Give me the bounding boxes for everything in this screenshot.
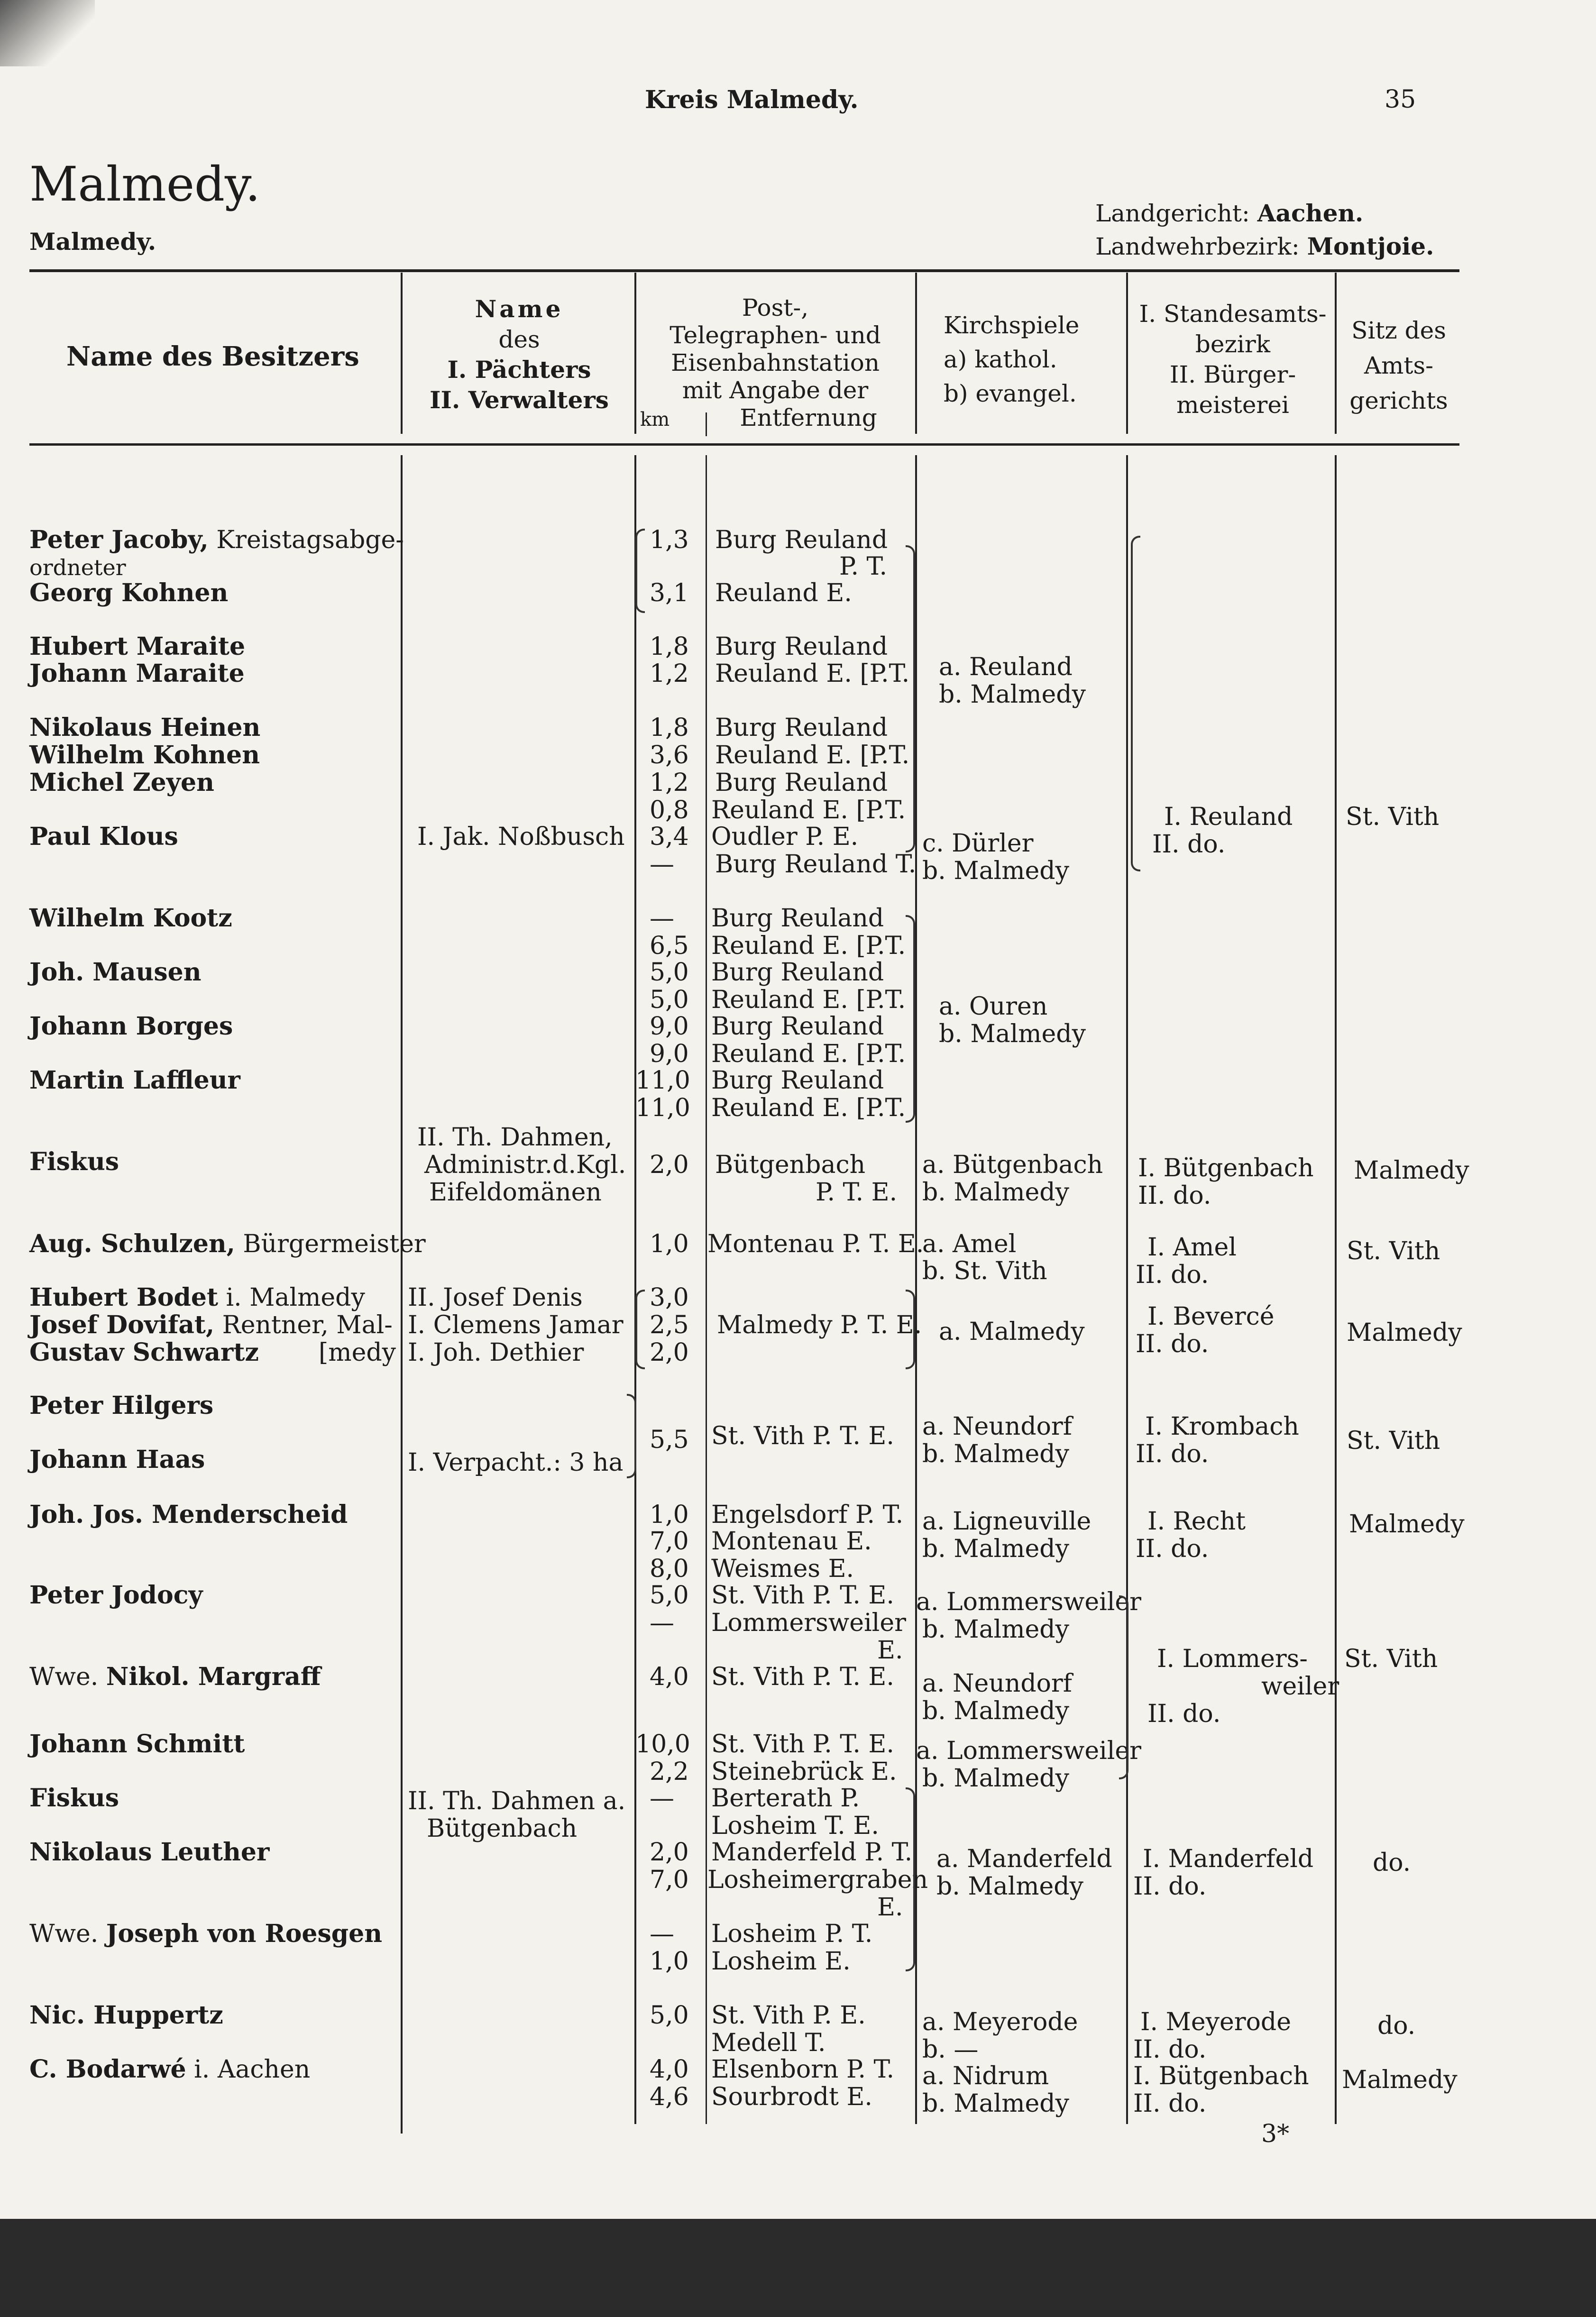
station: St. Vith P. T. E. (711, 1581, 894, 1610)
station: Weismes E. (711, 1555, 854, 1583)
parish: b. Malmedy (922, 1764, 1069, 1793)
km-value: 5,0 (650, 1581, 689, 1610)
parish: b. Malmedy (922, 1535, 1069, 1563)
signature-mark: 3* (1261, 2120, 1290, 2148)
parish: b. Malmedy (922, 1697, 1069, 1725)
col-divider-5 (1335, 455, 1337, 2124)
station: Reuland E. [P.T. (711, 986, 906, 1014)
court-seat: Malmedy (1354, 1156, 1469, 1185)
station: Burg Reuland (711, 904, 884, 933)
col-header-owner: Name des Besitzers (66, 341, 359, 372)
page-title: Malmedy. (29, 156, 261, 212)
owner-name: Josef Dovifat, (29, 1310, 215, 1339)
col-header-station-2: Telegraphen- und (670, 321, 881, 349)
station: Elsenborn P. T. (711, 2055, 895, 2084)
owner-prefix: Wwe. (29, 1920, 99, 1948)
tenant: I. Jak. Noßbusch (417, 823, 625, 851)
col-header-court-seat (1339, 313, 1458, 418)
brace (635, 529, 645, 613)
col-header-parish-3: b) evangel. (944, 380, 1077, 407)
km-value: 5,0 (650, 986, 689, 1014)
registry: I. Bütgenbach (1138, 1154, 1314, 1182)
owner-name: Johann Borges (29, 1012, 233, 1041)
station: Montenau E. (711, 1527, 872, 1556)
km-value: 7,0 (650, 1866, 689, 1894)
parish: b. Malmedy (922, 1178, 1069, 1207)
col-header-km: km (640, 409, 670, 430)
tenant: Administr.d.Kgl. (424, 1151, 626, 1179)
station: Manderfeld P. T. (711, 1838, 913, 1867)
km-value: 2,0 (650, 1838, 689, 1867)
district-label: Landwehrbezirk: (1095, 233, 1300, 260)
owner-name: Martin Laffleur (29, 1066, 240, 1095)
col-divider-2 (634, 455, 636, 2124)
court-info (1095, 197, 1434, 263)
col-header-station (638, 294, 913, 431)
owner-extra-line: ordneter (29, 555, 126, 580)
km-value: 4,6 (650, 2083, 689, 2111)
km-value: 1,3 (650, 526, 689, 554)
court-seat: St. Vith (1347, 1237, 1440, 1265)
station: P. T. (839, 552, 888, 581)
registry: II. do. (1136, 1261, 1209, 1289)
owner-name: Georg Kohnen (29, 578, 229, 607)
col-divider-1 (401, 455, 403, 2134)
km-value: 2,5 (650, 1311, 689, 1339)
col-header-parish-1: Kirchspiele (944, 311, 1080, 339)
station: Reuland E. (715, 579, 852, 607)
parish: a. Bütgenbach (922, 1151, 1103, 1179)
station: Reuland E. [P.T. (711, 1094, 906, 1122)
owner-row (29, 2056, 310, 2083)
running-title: Kreis Malmedy. (645, 85, 859, 114)
station: St. Vith P. T. E. (711, 1422, 894, 1450)
brace (906, 545, 915, 852)
court-seat: Malmedy (1342, 2066, 1458, 2094)
col-header-station-4: mit Angabe der (682, 376, 869, 404)
owner-row (29, 1284, 365, 1311)
col-header-tenant-3: I. Pächters (447, 356, 591, 384)
station: Burg Reuland (715, 769, 888, 797)
station: Reuland E. [P.T. (711, 796, 906, 824)
parish: b. — (922, 2035, 979, 2064)
court-seat: St. Vith (1346, 803, 1440, 831)
station: Burg Reuland (715, 526, 888, 554)
owner-name: Nikol. Margraff (106, 1662, 321, 1691)
station: Losheimergraben (707, 1866, 928, 1894)
km-value: 1,0 (650, 1230, 689, 1258)
station: E. (877, 1893, 903, 1922)
station: Bütgenbach (715, 1151, 866, 1179)
station: P. T. E. (816, 1178, 898, 1207)
parish: a. Amel (922, 1230, 1017, 1258)
km-value: 5,0 (650, 2001, 689, 2030)
station: St. Vith P. E. (711, 2001, 866, 2030)
km-value: 4,0 (650, 1663, 689, 1691)
km-value: 9,0 (650, 1040, 689, 1068)
col-header-registry (1133, 299, 1332, 420)
table-top-rule (29, 269, 1459, 272)
owner-name: Hubert Maraite (29, 632, 246, 661)
parish: a. Lommersweiler (916, 1588, 1142, 1616)
owner-name: Fiskus (29, 1147, 119, 1176)
owner-extra: Bürgermeister (243, 1230, 426, 1258)
brace (906, 1290, 915, 1369)
owner-name: Hubert Bodet (29, 1283, 218, 1312)
tenant: Bütgenbach (427, 1814, 578, 1843)
parish: b. Malmedy (939, 1020, 1086, 1048)
km-value: 3,0 (650, 1283, 689, 1312)
owner-name: Nikolaus Leuther (29, 1838, 270, 1867)
registry: weiler (1261, 1672, 1339, 1701)
col-header-parish-2: a) kathol. (944, 346, 1057, 373)
owner-name: Fiskus (29, 1784, 119, 1813)
parish: a. Reuland (939, 653, 1073, 681)
station: Reuland E. [P.T. (711, 1040, 906, 1068)
registry: I. Meyerode (1140, 2008, 1291, 2036)
col-header-registry-3: II. Bürger- (1169, 361, 1296, 388)
station: St. Vith P. T. E. (711, 1730, 894, 1758)
station: Berterath P. (711, 1784, 860, 1813)
owner-row (29, 1338, 396, 1367)
owner-name: Peter Jodocy (29, 1581, 203, 1610)
owner-name: Joh. Jos. Menderscheid (29, 1500, 348, 1529)
col-header-tenant-1: Name (475, 295, 564, 323)
owner-name: Michel Zeyen (29, 768, 214, 797)
col-header-registry-2: bezirk (1195, 330, 1271, 358)
page-subtitle: Malmedy. (29, 228, 156, 256)
owner-name: Nikolaus Heinen (29, 713, 261, 742)
km-value: 7,0 (650, 1527, 689, 1556)
km-value: — (650, 904, 674, 933)
col-header-court-seat-2: Amts- (1364, 352, 1434, 379)
station: Sourbrodt E. (711, 2083, 872, 2111)
col-header-tenant-4: II. Verwalters (430, 386, 609, 414)
station: Malmedy P. T. E. (717, 1311, 922, 1339)
col-header-parish (944, 308, 1100, 411)
col-header-tenant (408, 294, 631, 415)
parish: a. Ligneuville (922, 1507, 1092, 1536)
brace (627, 1394, 636, 1478)
km-value: 1,2 (650, 659, 689, 688)
parish: c. Dürler (922, 829, 1034, 858)
col-divider-5-head (1335, 273, 1337, 434)
station: Reuland E. [P.T. (715, 659, 910, 688)
col-divider-2-head (634, 273, 636, 434)
tenant: I. Joh. Dethier (408, 1338, 584, 1367)
col-header-registry-4: meisterei (1176, 391, 1289, 419)
registry: I. Amel (1147, 1233, 1237, 1262)
station: Medell T. (711, 2029, 826, 2057)
court-label: Landgericht: (1095, 200, 1250, 227)
station: Steinebrück E. (711, 1758, 897, 1786)
parish: b. Malmedy (936, 1872, 1083, 1901)
registry: II. do. (1147, 1700, 1221, 1728)
owner-extra: i. Malmedy (226, 1283, 365, 1312)
parish: a. Ouren (939, 992, 1048, 1021)
brace (635, 1290, 645, 1369)
owner-prefix: Wwe. (29, 1663, 99, 1691)
brace (906, 915, 915, 1123)
owner-row (29, 1311, 393, 1339)
registry: II. do. (1133, 1872, 1207, 1901)
court-seat: Malmedy (1349, 1510, 1465, 1539)
registry: II. do. (1136, 1440, 1209, 1468)
col-divider-1-head (401, 273, 403, 434)
owner-name: Wilhelm Kootz (29, 904, 232, 933)
station: Burg Reuland (711, 1012, 884, 1041)
km-value: 0,8 (650, 796, 689, 824)
station: Burg Reuland (711, 1066, 884, 1095)
station: E. (877, 1636, 903, 1665)
scan-edge-shadow (0, 0, 95, 66)
km-value: 2,0 (650, 1338, 689, 1367)
owner-row (29, 1230, 426, 1258)
registry: I. Bevercé (1147, 1302, 1275, 1331)
court-value: Aachen. (1257, 199, 1364, 227)
km-value: 3,1 (650, 579, 689, 607)
registry: I. Reuland (1164, 803, 1293, 831)
station: Burg Reuland (711, 958, 884, 987)
station: Burg Reuland T. (715, 850, 917, 879)
parish: a. Meyerode (922, 2008, 1078, 2036)
station: Engelsdorf P. T. (711, 1501, 904, 1529)
owner-extra: Kreistagsabge- (216, 526, 404, 554)
km-divider (706, 455, 707, 2124)
scan-bottom-shadow (0, 2219, 1596, 2317)
owner-name: Johann Maraite (29, 659, 245, 688)
parish: a. Nidrum (922, 2062, 1049, 2090)
parish: b. Malmedy (922, 857, 1069, 885)
brace (1119, 1595, 1128, 1779)
owner-name: Peter Jacoby, (29, 525, 209, 554)
parish: a. Manderfeld (936, 1845, 1112, 1873)
registry: II. do. (1138, 1181, 1211, 1210)
brace (1131, 536, 1140, 871)
km-value: 1,0 (650, 1501, 689, 1529)
owner-name: Johann Haas (29, 1445, 205, 1474)
km-value: 5,5 (650, 1426, 689, 1454)
parish: a. Malmedy (939, 1318, 1085, 1346)
col-header-registry-1: I. Standesamts- (1139, 300, 1327, 328)
owner-name: Peter Hilgers (29, 1391, 214, 1420)
owner-row (29, 526, 404, 554)
km-value: 9,0 (650, 1012, 689, 1041)
district-value: Montjoie. (1307, 232, 1434, 260)
km-value: 1,0 (650, 1947, 689, 1976)
owner-name: Johann Schmitt (29, 1730, 245, 1758)
registry: I. Lommers- (1157, 1645, 1308, 1673)
station: Burg Reuland (715, 632, 888, 661)
registry: I. Manderfeld (1143, 1845, 1314, 1873)
owner-name: Paul Klous (29, 822, 178, 851)
court-seat: Malmedy (1347, 1319, 1462, 1347)
registry: II. do. (1136, 1330, 1209, 1358)
parish: a. Lommersweiler (916, 1737, 1142, 1765)
km-value: 10,0 (635, 1730, 690, 1758)
km-value: 11,0 (635, 1066, 690, 1095)
page-number: 35 (1385, 85, 1416, 114)
court-seat: St. Vith (1347, 1427, 1440, 1455)
col-header-station-3: Eisenbahnstation (670, 349, 880, 376)
owner-row (29, 1663, 321, 1691)
tenant: I. Clemens Jamar (408, 1311, 624, 1339)
km-value: — (650, 1609, 674, 1637)
registry: II. do. (1133, 2089, 1207, 2118)
owner-name: Nic. Huppertz (29, 2001, 223, 2030)
station: Losheim P. T. (711, 1920, 873, 1948)
table-header-rule (29, 443, 1459, 446)
tenant: II. Th. Dahmen, (417, 1123, 613, 1152)
col-divider-4 (1126, 455, 1128, 2124)
court-seat: do. (1373, 1849, 1411, 1877)
court-seat: do. (1377, 2012, 1416, 2040)
km-value: 1,2 (650, 769, 689, 797)
tenant: I. Verpacht.: 3 ha (408, 1448, 624, 1477)
km-value: — (650, 1920, 674, 1948)
owner-extra: [medy (319, 1338, 396, 1367)
col-header-station-5: Entfernung (740, 404, 877, 431)
km-value: 8,0 (650, 1555, 689, 1583)
registry: II. do. (1152, 830, 1226, 859)
col-header-court-seat-3: gerichts (1349, 387, 1448, 414)
km-value: 11,0 (635, 1094, 690, 1122)
court-seat: St. Vith (1344, 1645, 1438, 1673)
station: Lommersweiler (711, 1609, 906, 1637)
parish: b. Malmedy (922, 2089, 1069, 2118)
km-value: — (650, 850, 674, 879)
registry: I. Bütgenbach (1133, 2062, 1309, 2090)
km-value: 1,8 (650, 714, 689, 742)
registry: II. do. (1136, 1535, 1209, 1563)
station: St. Vith P. T. E. (711, 1663, 894, 1691)
station: Losheim E. (711, 1947, 851, 1976)
station: Burg Reuland (715, 714, 888, 742)
owner-extra: i. Aachen (194, 2055, 311, 2084)
owner-extra: Rentner, Mal- (222, 1311, 393, 1339)
parish: b. Malmedy (922, 1440, 1069, 1468)
parish: a. Neundorf (922, 1669, 1073, 1698)
km-value: — (650, 1784, 674, 1813)
tenant: Eifeldomänen (429, 1178, 602, 1207)
parish: b. Malmedy (922, 1615, 1069, 1644)
owner-name: Gustav Schwartz (29, 1338, 259, 1367)
tenant: II. Josef Denis (408, 1283, 583, 1312)
km-value: 3,4 (650, 823, 689, 851)
owner-name: C. Bodarwé (29, 2055, 186, 2084)
registry: I. Krombach (1145, 1412, 1299, 1441)
km-value: 2,0 (650, 1151, 689, 1179)
col-divider-4-head (1126, 273, 1128, 434)
col-header-tenant-2: des (498, 326, 540, 353)
owner-name: Aug. Schulzen, (29, 1229, 235, 1258)
owner-row (29, 1920, 382, 1948)
station: Losheim T. E. (711, 1812, 879, 1840)
station: Reuland E. [P.T. (715, 741, 910, 769)
km-value: 6,5 (650, 932, 689, 960)
owner-name: Wilhelm Kohnen (29, 741, 260, 769)
km-value: 1,8 (650, 632, 689, 661)
col-divider-3-head (915, 273, 917, 434)
parish: b. St. Vith (922, 1257, 1047, 1285)
station: Reuland E. [P.T. (711, 932, 906, 960)
col-header-station-1: Post-, (742, 294, 809, 321)
owner-name: Joseph von Roesgen (106, 1919, 383, 1948)
km-value: 4,0 (650, 2055, 689, 2084)
km-value: 3,6 (650, 741, 689, 769)
brace (906, 1787, 915, 1971)
parish: b. Malmedy (939, 680, 1086, 709)
km-value: 5,0 (650, 958, 689, 987)
tenant: II. Th. Dahmen a. (408, 1787, 626, 1815)
registry: II. do. (1133, 2035, 1207, 2064)
station: Montenau P. T. E. (707, 1230, 924, 1258)
registry: I. Recht (1147, 1507, 1246, 1536)
station: Oudler P. E. (711, 823, 859, 851)
owner-name: Joh. Mausen (29, 958, 202, 987)
parish: a. Neundorf (922, 1412, 1073, 1441)
km-value: 2,2 (650, 1758, 689, 1786)
col-header-court-seat-1: Sitz des (1351, 317, 1446, 344)
